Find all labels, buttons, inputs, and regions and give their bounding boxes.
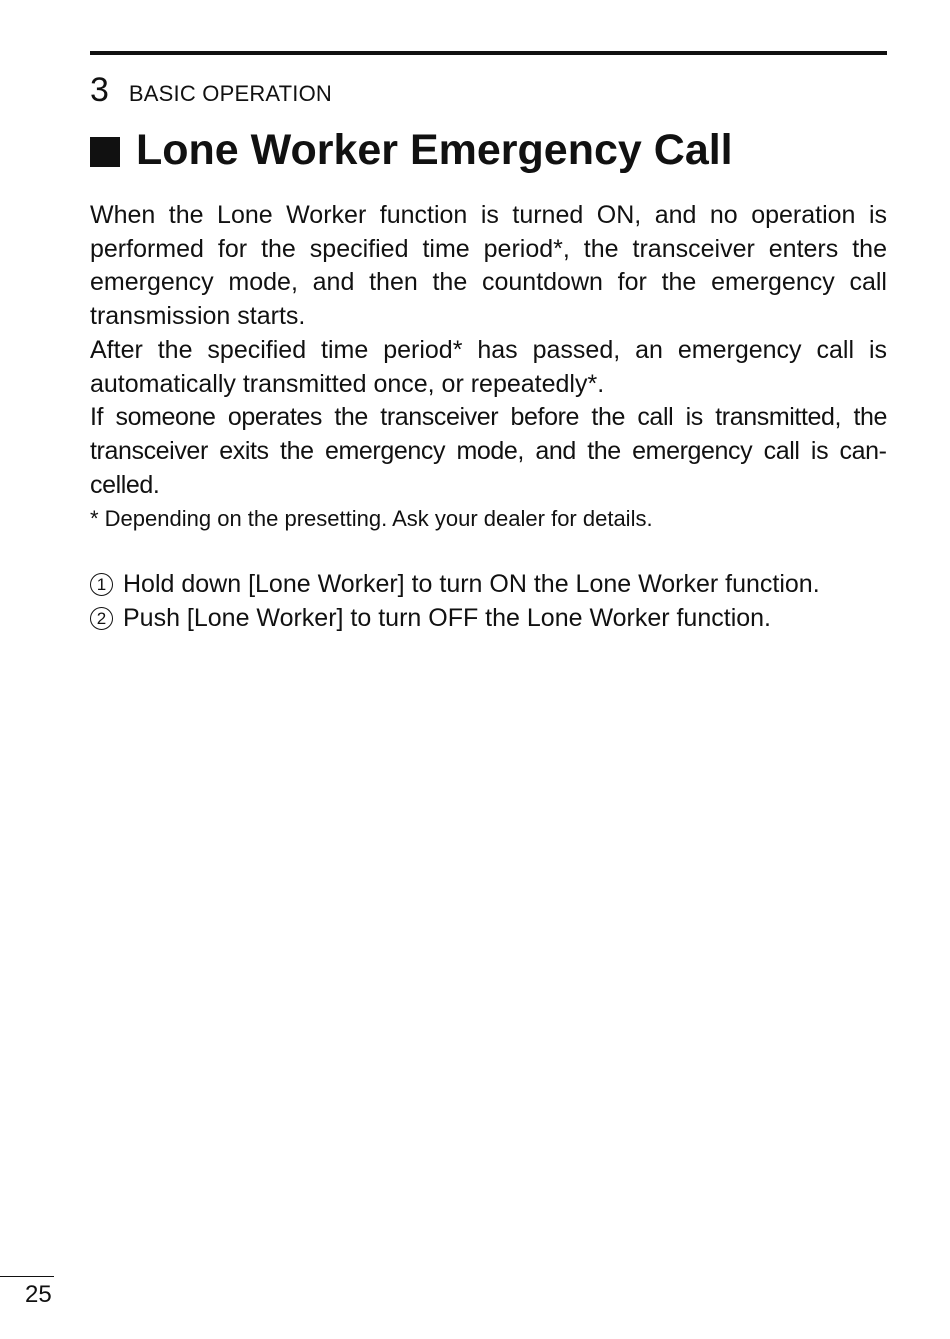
step-text: Hold down [Lone Worker] to turn ON the Lone Worker function. [123,570,820,598]
page-number: 25 [25,1281,52,1308]
chapter-header [90,70,332,110]
step-number-2: 2 [90,607,113,630]
section-heading [90,120,733,180]
list-item [90,601,887,635]
chapter-number: 3 [90,71,109,109]
step-number-1: 1 [90,573,113,596]
paragraph-cancel: If someone operates the transceiver before the call is transmitted, the transceiver exits the emergency mode, and the emergency call is cancelled. [90,403,887,499]
header-rule [90,51,887,55]
paragraph-transmission: After the specified time period* has passed, an emergency call is automatically transmitted once, or repeatedly*. [90,335,887,398]
body-text [90,199,887,536]
footer-rule [0,1276,54,1277]
black-square-icon [90,137,120,167]
footnote: * Depending on the presetting. Ask your dealer for details. [90,506,653,532]
chapter-title: BASIC OPERATION [128,81,332,106]
step-text: Push [Lone Worker] to turn OFF the Lone Worker function. [123,604,771,632]
steps-list [90,567,887,635]
list-item [90,567,887,601]
paragraph-intro: When the Lone Worker function is turned ON, and no operation is performed for the specified time period*, the transceiver enters the emergency mode, and then the countdown for the emergency call transmission starts. [90,201,887,331]
section-title: Lone Worker Emergency Call [136,126,733,174]
